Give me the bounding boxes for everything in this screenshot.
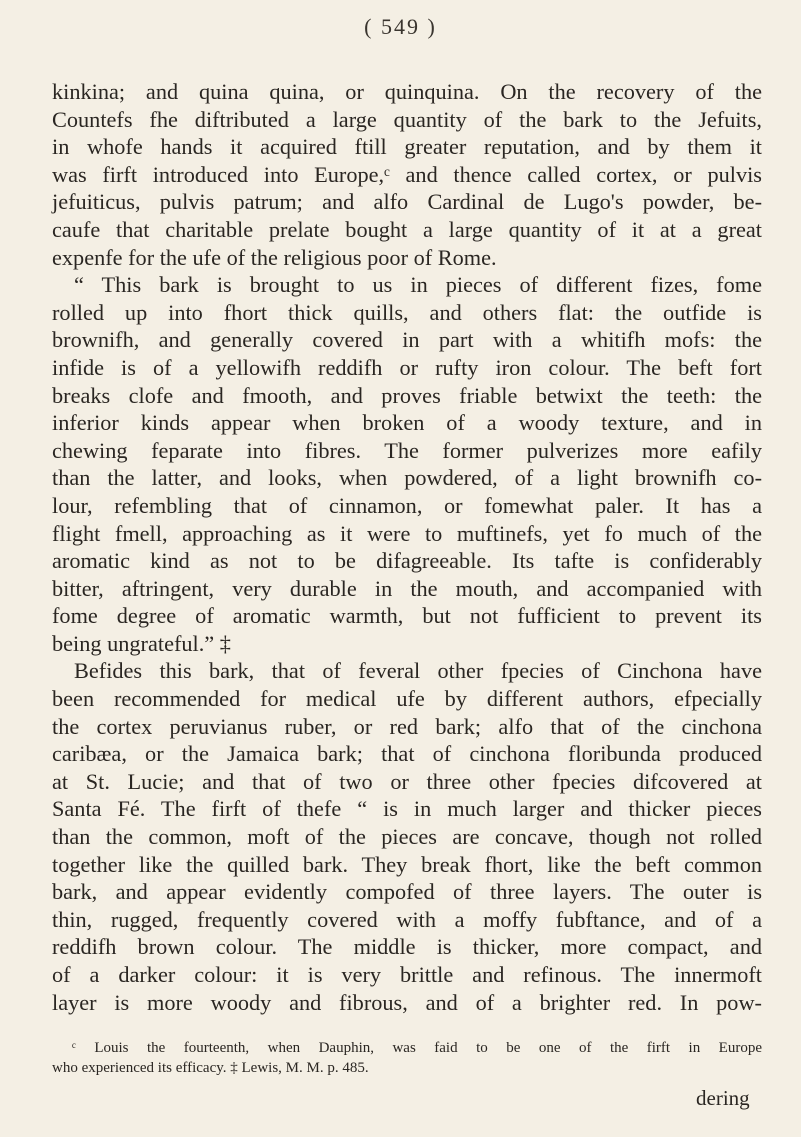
text-line: than the common, moft of the pieces are concave, though not rolled bbox=[52, 824, 762, 850]
text-line: reddifh brown colour. The middle is thicker, more compact, and bbox=[52, 934, 762, 960]
text-line: inferior kinds appear when broken of a woody texture, and in bbox=[52, 410, 762, 436]
text-line: at St. Lucie; and that of two or three other fpecies difcovered at bbox=[52, 768, 762, 794]
text-line: chewing feparate into fibres. The former pulverizes more eafily bbox=[52, 437, 762, 463]
text-line: jefuiticus, pulvis patrum; and alfo Cardinal de Lugo's powder, be- bbox=[52, 189, 762, 215]
text-line: aromatic kind as not to be difagreeable. Its tafte is confiderably bbox=[52, 548, 762, 574]
text-line: been recommended for medical ufe by different authors, efpecially bbox=[52, 686, 762, 712]
text-line: caufe that charitable prelate bought a large quantity of it at a great bbox=[52, 216, 762, 242]
text-line: layer is more woody and fibrous, and of a brighter red. In pow- bbox=[52, 989, 762, 1015]
text-line: breaks clofe and fmooth, and proves friable betwixt the teeth: the bbox=[52, 382, 762, 408]
page-number: ( 549 ) bbox=[364, 14, 437, 39]
text-line: rolled up into fhort thick quills, and others flat: the outfide is bbox=[52, 299, 762, 325]
text-line: fome degree of aromatic warmth, but not fufficient to prevent its bbox=[52, 603, 762, 629]
text-line: “ This bark is brought to us in pieces of different fizes, fome bbox=[74, 272, 762, 298]
text-line: expenfe for the ufe of the religious poor of Rome. bbox=[52, 244, 497, 270]
text-line: together like the quilled bark. They break fhort, like the beft common bbox=[52, 851, 762, 877]
footnote-line: ᶜ Louis the fourteenth, when Dauphin, was faid to be one of the firft in Europe bbox=[72, 1040, 762, 1056]
text-line: flight fmell, approaching as it were to muftinefs, yet fo much of the bbox=[52, 520, 762, 546]
text-line: the cortex peruvianus ruber, or red bark; alfo that of the cinchona bbox=[52, 713, 762, 739]
text-line: of a darker colour: it is very brittle and refinous. The innermoft bbox=[52, 962, 762, 987]
text-line: in whofe hands it acquired ftill greater reputation, and by them it bbox=[52, 134, 762, 160]
text-line: caribæa, or the Jamaica bark; that of cinchona floribunda produced bbox=[52, 741, 762, 767]
text-line: brownifh, and generally covered in part with a whitifh mofs: the bbox=[52, 327, 762, 353]
text-line: being ungrateful.” ‡ bbox=[52, 630, 231, 656]
footnote-line: who experienced its efficacy. ‡ Lewis, M. M. p. 485. bbox=[52, 1060, 369, 1076]
text-line: Santa Fé. The firft of thefe “ is in much larger and thicker pieces bbox=[52, 796, 762, 822]
body-text bbox=[52, 78, 762, 1016]
catchword: dering bbox=[696, 1086, 750, 1110]
text-line: Countefs fhe diftributed a large quantity of the bark to the Jefuits, bbox=[52, 106, 762, 132]
text-line: kinkina; and quina quina, or quinquina. On the recovery of the bbox=[52, 79, 762, 104]
text-line: Befides this bark, that of feveral other fpecies of Cinchona have bbox=[74, 658, 762, 684]
text-line: than the latter, and looks, when powdered, of a light brownifh co- bbox=[52, 465, 762, 491]
text-line: was firft introduced into Europe,ᶜ and thence called cortex, or pulvis bbox=[52, 161, 762, 187]
text-line: bitter, aftringent, very durable in the mouth, and accompanied with bbox=[52, 575, 762, 601]
text-line: thin, rugged, frequently covered with a moffy fubftance, and of a bbox=[52, 906, 762, 932]
text-line: lour, refembling that of cinnamon, or fomewhat paler. It has a bbox=[52, 492, 762, 518]
text-line: infide is of a yellowifh reddifh or rufty iron colour. The beft fort bbox=[52, 354, 762, 380]
footnotes bbox=[52, 1038, 762, 1078]
text-line: bark, and appear evidently compofed of three layers. The outer is bbox=[52, 879, 762, 905]
